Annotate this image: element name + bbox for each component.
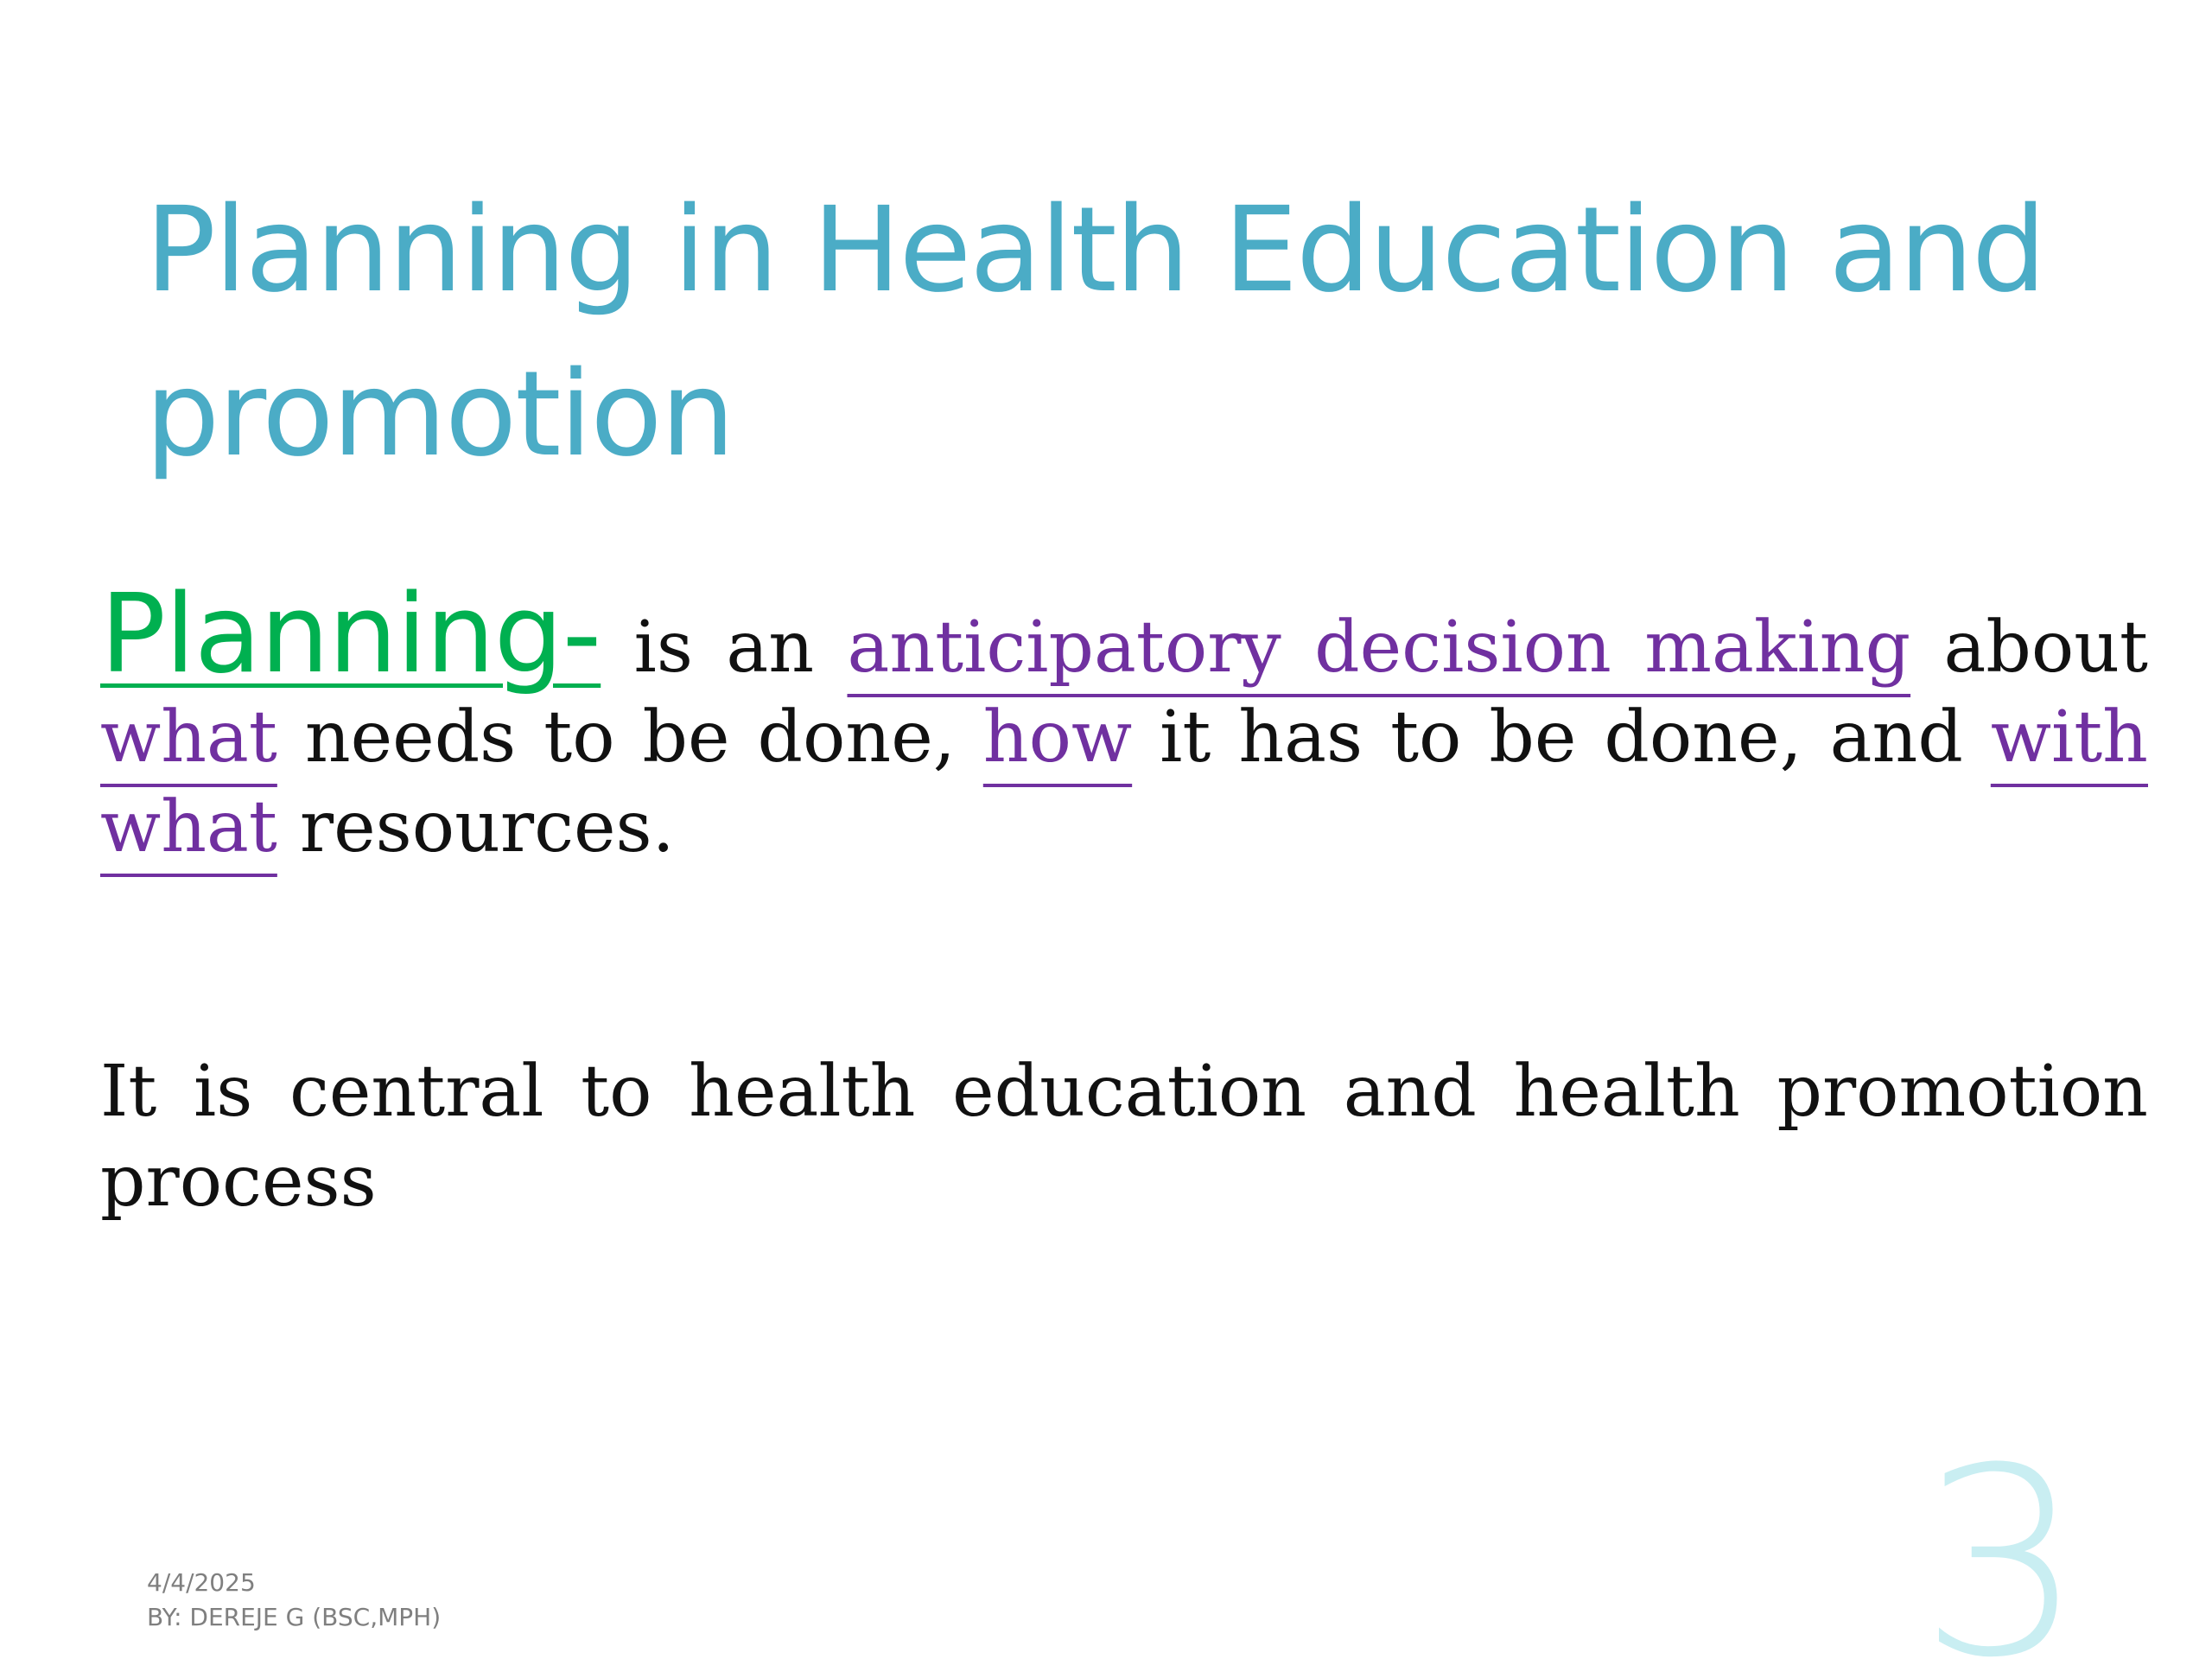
definition-text-1: is an: [601, 607, 848, 689]
footer-date: 4/4/2025: [147, 1568, 256, 1597]
definition-term: Planning-: [100, 570, 601, 697]
definition-text-3: needs to be done,: [276, 696, 983, 779]
highlight-with-what: with what: [100, 696, 2148, 868]
highlight-how: how: [982, 696, 1133, 779]
definition-paragraph: [100, 570, 2149, 873]
definition-text-5: resources.: [276, 786, 675, 868]
footer-author: BY: DEREJE G (BSC,MPH): [147, 1603, 442, 1631]
footer: [147, 1566, 441, 1635]
definition-text-2: about: [1910, 607, 2149, 689]
slide-title: Planning in Health Education and promotion: [145, 182, 2045, 483]
definition-text-4: it has to be done, and: [1132, 696, 1991, 779]
slide-number: 3: [1919, 1413, 2084, 1659]
central-statement-paragraph: It is central to health education and health promotion process: [100, 1051, 2148, 1223]
highlight-what: what: [100, 696, 277, 779]
highlight-anticipatory-decision-making: anticipatory decision making: [847, 607, 1911, 689]
